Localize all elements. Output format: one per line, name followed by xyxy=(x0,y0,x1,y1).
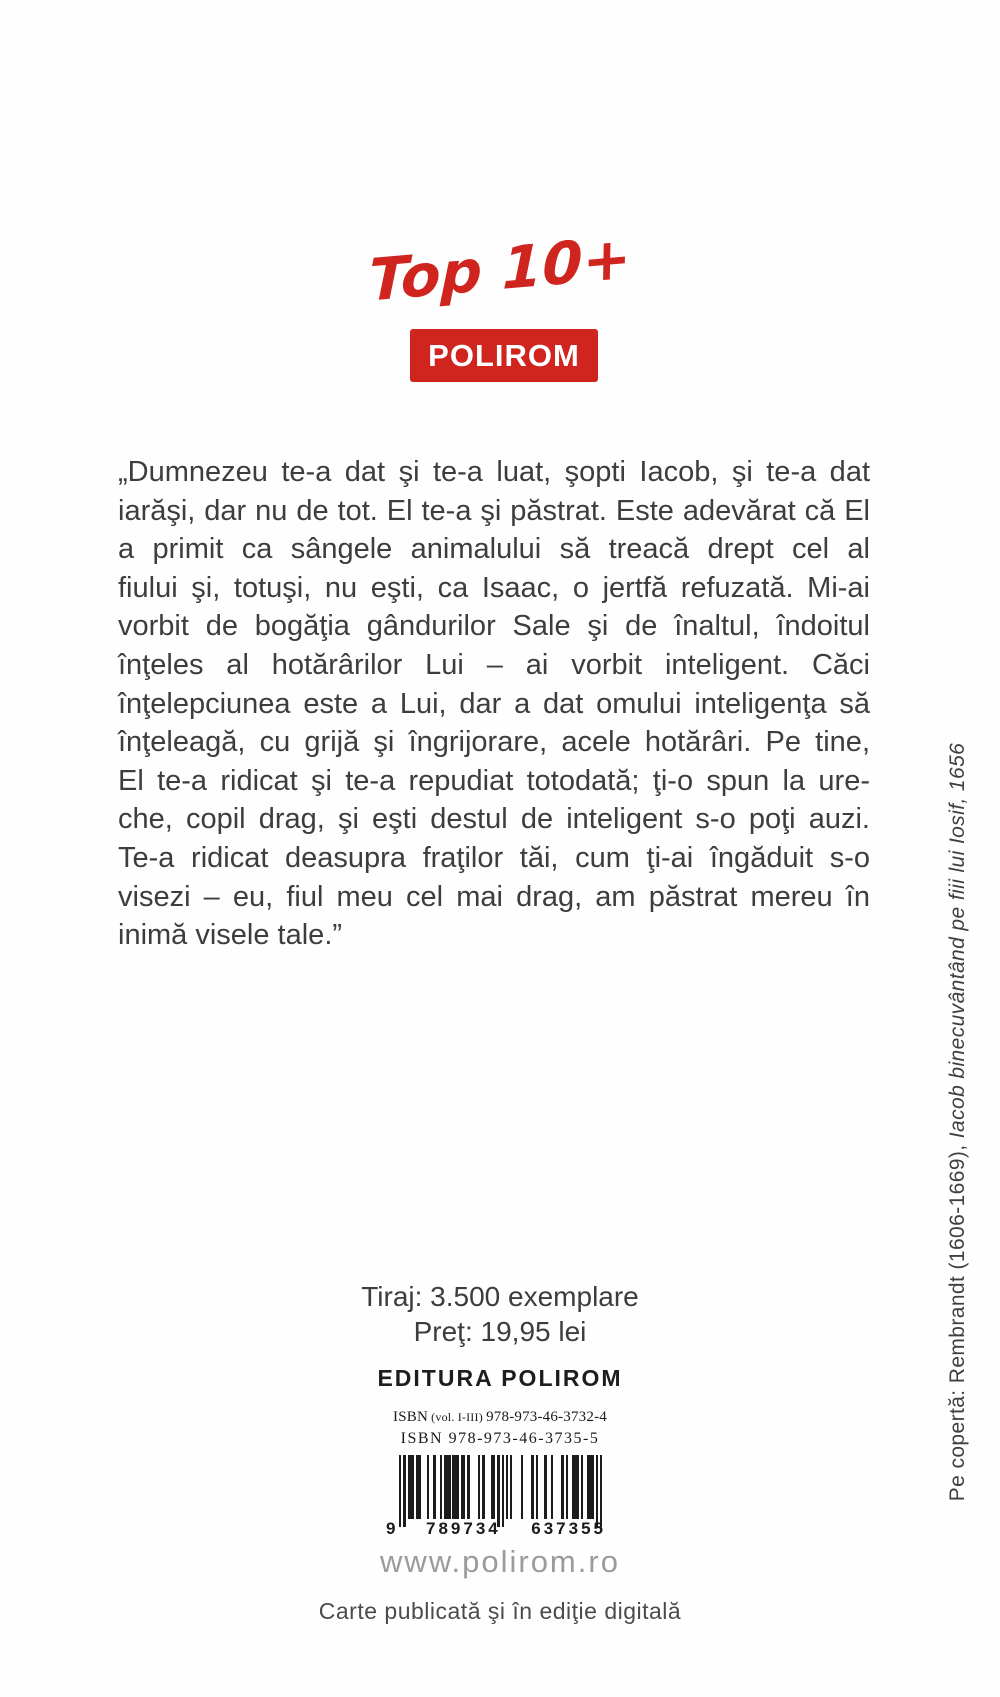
barcode-bar xyxy=(497,1455,499,1527)
barcode-group1: 789734 xyxy=(426,1519,501,1538)
barcode-bar xyxy=(493,1455,495,1519)
cover-painting-title: Iacob binecuvântând pe fiii lui Iosif xyxy=(946,803,969,1139)
barcode-bar xyxy=(482,1455,484,1519)
barcode-bar xyxy=(478,1455,480,1519)
barcode-bar xyxy=(561,1455,563,1519)
barcode-bar xyxy=(596,1455,598,1527)
quote-line: înţeles al hotărârilor Lui – ai vorbit inteligent. Căci xyxy=(118,648,870,681)
isbn-volume-line xyxy=(0,1409,1000,1426)
barcode-group2: 637355 xyxy=(531,1519,606,1538)
barcode-bar xyxy=(576,1455,578,1519)
quote-line: a primit ca sângele animalului să treacă drept cel al xyxy=(118,533,870,566)
barcode-bar xyxy=(467,1455,469,1519)
barcode-bar xyxy=(427,1455,429,1519)
quote-line: visezi – eu, fiul meu cel mai drag, am păstrat mereu în xyxy=(118,880,870,913)
quote-line: înţelepciunea este a Lui, dar a dat omului inteligenţa să xyxy=(118,687,870,720)
barcode-bar xyxy=(440,1455,442,1519)
barcode-lead-digit: 9 xyxy=(386,1519,396,1538)
barcode-bar xyxy=(521,1455,523,1519)
isbn-line: ISBN 978-973-46-3735-5 xyxy=(400,1430,600,1447)
barcode-bar xyxy=(510,1455,512,1519)
ean13-barcode xyxy=(399,1455,602,1527)
isbn-label: ISBN xyxy=(393,1409,428,1425)
top10-script-logo: Top 10+ xyxy=(368,223,632,315)
isbn-vol-number: 978-973-46-3732-4 xyxy=(486,1409,607,1425)
barcode-bar xyxy=(506,1455,508,1519)
barcode-bar xyxy=(412,1455,414,1519)
barcode-bar xyxy=(531,1455,533,1519)
publisher-name: EDITURA POLIROM xyxy=(377,1365,623,1391)
quote-line: inimă visele tale.” xyxy=(118,919,343,952)
polirom-logo-label: POLIROM xyxy=(428,337,580,373)
barcode-bar xyxy=(544,1455,546,1519)
cover-painting-year: , 1656 xyxy=(946,742,969,804)
barcode-bar xyxy=(448,1455,450,1519)
barcode-bar xyxy=(600,1455,602,1527)
quote-line: El te-a ridicat şi te-a repudiat totodată; ţi-o spun la ure- xyxy=(118,764,870,797)
quote-line: vorbit de bogăţia gândurilor Sale şi de înaltul, îndoitul xyxy=(118,610,870,643)
barcode-bar xyxy=(418,1455,420,1519)
digital-edition-note: Carte publicată şi în ediţie digitală xyxy=(318,1598,682,1624)
barcode-bar xyxy=(433,1455,435,1519)
quote-text xyxy=(118,453,870,955)
barcode-bar xyxy=(536,1455,538,1519)
polirom-logo-box xyxy=(410,329,598,382)
barcode-bar xyxy=(403,1455,405,1527)
barcode-bar xyxy=(399,1455,401,1527)
publisher-website: www.polirom.ro xyxy=(380,1544,620,1579)
barcode-bar xyxy=(581,1455,583,1519)
quote-line: înţeleagă, cu grijă şi îngrijorare, acele hotărâri. Pe tine, xyxy=(118,726,870,759)
cover-credit-prefix: Pe copertă: Rembrandt (1606-1669), xyxy=(946,1138,969,1502)
quote-line: „Dumnezeu te-a dat şi te-a luat, şopti Iacob, şi te-a dat xyxy=(118,456,870,488)
price-line: Preţ: 19,95 lei xyxy=(413,1316,587,1347)
barcode-bar xyxy=(463,1455,465,1519)
quote-line: iarăşi, dar nu de tot. El te-a şi păstrat. Este adevărat că El xyxy=(118,494,870,527)
print-run-line: Tiraj: 3.500 exemplare xyxy=(361,1281,639,1312)
barcode-bar xyxy=(551,1455,553,1519)
barcode-bar xyxy=(591,1455,593,1519)
quote-line: che, copil drag, şi eşti destul de inteligent s-o poţi auzi. xyxy=(118,803,870,836)
barcode-bar xyxy=(502,1455,504,1527)
barcode-digits xyxy=(386,1519,606,1539)
barcode-bar xyxy=(457,1455,459,1519)
quote-line: fiului şi, totuşi, nu eşti, ca Isaac, o jertfă refuzată. Mi-ai xyxy=(118,571,870,604)
isbn-vol-range: (vol. I-III) xyxy=(427,1410,487,1424)
quote-line: Te-a ridicat deasupra fraţilor tăi, cum ţi-ai îngăduit s-o xyxy=(118,841,870,874)
barcode-bar xyxy=(566,1455,568,1519)
